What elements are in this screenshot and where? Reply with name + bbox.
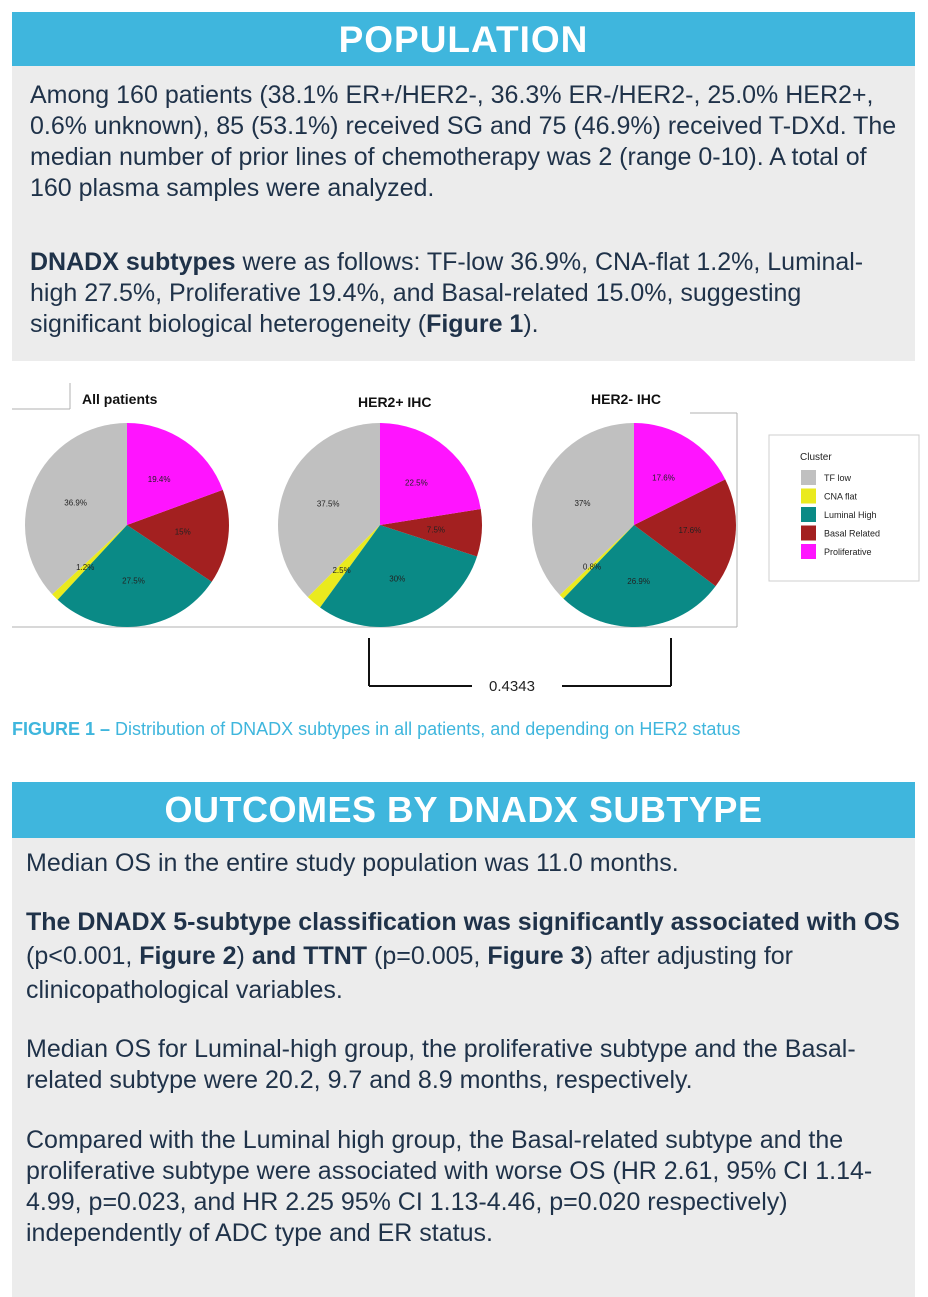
outcomes-paragraph-4: Compared with the Luminal high group, the Basal-related subtype and the proliferative subtype were associated with worse OS (HR 2.61, 95% CI 1.14-4.99, p=0.023, and HR 2.25 95% CI 1.13-4.46, p=0.020 respectively) independently of ADC type and ER status.: [26, 1126, 873, 1247]
os-close-text: ): [236, 942, 252, 970]
legend-title: Cluster: [800, 452, 832, 463]
slice-value-label: 15%: [174, 527, 191, 537]
chart-title-her2-negative: HER2- IHC: [591, 391, 662, 407]
slice-value-label: 19.4%: [147, 475, 171, 484]
legend-label-basal-related: Basal Related: [824, 528, 881, 539]
population-panel: [12, 66, 915, 361]
outcomes-paragraph-1: Median OS in the entire study population was 11.0 months.: [26, 849, 679, 877]
legend-label-proliferative: Proliferative: [824, 547, 872, 557]
slice-value-label: 22.5%: [405, 478, 428, 488]
figure-3-reference: Figure 3: [487, 942, 585, 970]
chart-title-all-patients: All patients: [82, 391, 158, 407]
dnadx-subtypes-label: DNADX subtypes: [30, 248, 236, 276]
outcomes-paragraph-2: [26, 905, 906, 1007]
classification-statement: The DNADX 5-subtype classification was significantly associated with OS: [26, 908, 900, 936]
population-paragraph-2: [30, 247, 905, 340]
slice-value-label: 0.8%: [582, 562, 602, 572]
subtypes-text-end: ).: [523, 310, 539, 338]
outcomes-panel: [12, 838, 915, 1297]
population-paragraph-1: Among 160 patients (38.1% ER+/HER2-, 36.3% ER-/HER2-, 25.0% HER2+, 0.6% unknown), 85 (53.1%) received SG and 75 (46.9%) received T-DXd. The median number of prior lines of chemotherapy was 2 (range 0-10). A total of 160 plasma samples were analyzed.: [30, 81, 897, 202]
ttnt-pvalue-text: (p=0.005,: [367, 942, 488, 970]
slice-value-label: 27.5%: [122, 576, 145, 586]
slice-value-label: 1.2%: [76, 562, 95, 572]
p-value-bracket: [369, 638, 671, 695]
os-pvalue-text: (p<0.001,: [26, 942, 140, 970]
pie-slice-proliferative: [380, 423, 481, 525]
figure-2-reference: Figure 2: [139, 942, 237, 970]
figure-1-reference: Figure 1: [426, 310, 524, 338]
slice-value-label: 17.6%: [652, 473, 675, 483]
legend-swatch-basal-related: [801, 526, 816, 541]
legend-box: [769, 435, 919, 581]
slice-value-label: 7.5%: [426, 525, 446, 535]
slice-value-label: 37%: [574, 498, 591, 508]
population-heading: POPULATION: [12, 12, 915, 66]
slice-value-label: 36.9%: [64, 498, 87, 508]
pie-chart-her2-positive: [278, 394, 482, 627]
legend-label-tf-low: TF low: [824, 473, 851, 483]
slice-value-label: 30%: [389, 574, 406, 584]
p-value-label: 0.4343: [489, 678, 535, 695]
legend-swatch-cna-flat: [801, 489, 816, 504]
legend-swatch-proliferative: [801, 544, 816, 559]
adjustment-text: ) after adjusting for clinicopathological variables.: [26, 942, 793, 1004]
pie-chart-all-patients: [25, 391, 229, 627]
slice-value-label: 37.5%: [316, 499, 340, 509]
slice-value-label: 26.9%: [627, 576, 650, 586]
legend-swatch-luminal-high: [801, 507, 816, 522]
caption-text: Distribution of DNADX subtypes in all patients, and depending on HER2 status: [110, 719, 741, 739]
legend-label-luminal-high: Luminal High: [824, 510, 877, 520]
chart-legend: [769, 435, 919, 581]
caption-label: FIGURE 1 –: [12, 719, 111, 739]
legend-swatch-tf-low: [801, 470, 816, 485]
legend-label-cna-flat: CNA flat: [824, 491, 858, 502]
chart-title-her2-positive: HER2+ IHC: [358, 394, 432, 410]
slice-value-label: 17.6%: [678, 526, 702, 535]
outcomes-paragraph-3: Median OS for Luminal-high group, the proliferative subtype and the Basal-related subtype were 20.2, 9.7 and 8.9 months, respectively.: [26, 1035, 856, 1094]
slice-value-label: 2.5%: [332, 566, 351, 575]
figure-1-caption: [12, 719, 740, 740]
outcomes-heading: OUTCOMES BY DNADX SUBTYPE: [12, 782, 915, 838]
pie-chart-her2-negative: [532, 391, 736, 627]
ttnt-label: and TTNT: [251, 942, 368, 970]
subtypes-text: were as follows: TF-low 36.9%, CNA-flat 1.2%, Luminal-high 27.5%, Proliferative 19.4%, and Basal-related 15.0%, suggesting significant biological heterogeneity (: [30, 248, 864, 338]
figure-1-pie-charts: [0, 375, 928, 715]
